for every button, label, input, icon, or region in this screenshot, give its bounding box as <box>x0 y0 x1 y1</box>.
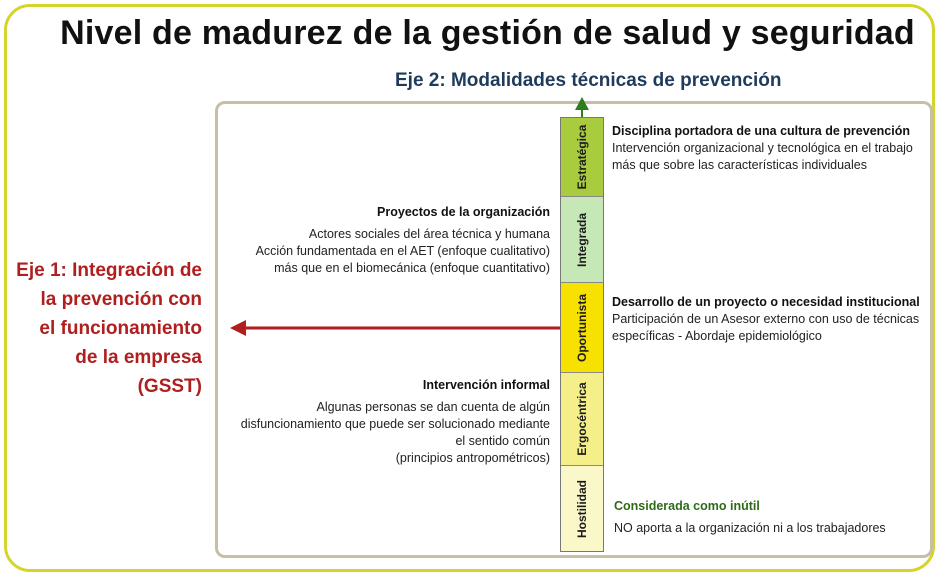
desc-title: Proyectos de la organización <box>377 205 550 219</box>
level-hostilidad <box>561 466 603 551</box>
desc-line: (principios antropométricos) <box>395 451 550 465</box>
axis1-line: (GSST) <box>137 376 202 397</box>
level-label: Estratégica <box>575 124 589 190</box>
desc-line: Intervención organizacional y tecnológica en el trabajo <box>612 141 913 155</box>
desc-proyectos <box>230 204 550 277</box>
page-title: Nivel de madurez de la gestión de salud y seguridad <box>60 14 915 52</box>
level-integrada <box>561 197 603 283</box>
desc-line: específicas - Abordaje epidemiológico <box>612 329 822 343</box>
desc-line: Participación de un Asesor externo con uso de técnicas <box>612 312 920 326</box>
axis2-label: Eje 2: Modalidades técnicas de prevención <box>395 70 782 91</box>
desc-line: NO aporta a la organización ni a los trabajadores <box>614 521 886 535</box>
level-ergocentrica <box>561 373 603 466</box>
axis1-line: de la empresa <box>75 347 202 368</box>
desc-line: más que en el biomecánica (enfoque cuantitativo) <box>274 261 550 275</box>
left-arrow-head <box>230 320 246 336</box>
maturity-levels <box>560 117 604 552</box>
level-oportunista <box>561 283 603 373</box>
level-label: Integrada <box>575 212 589 267</box>
desc-title: Considerada como inútil <box>614 499 760 513</box>
axis1-line: Eje 1: Integración de <box>16 260 202 281</box>
level-label: Oportunista <box>575 293 589 362</box>
desc-title: Intervención informal <box>422 378 550 392</box>
desc-title: Disciplina portadora de una cultura de prevención <box>612 124 910 138</box>
desc-line: Actores sociales del área técnica y humana <box>308 227 550 241</box>
desc-informal <box>230 377 550 467</box>
axis1-line: la prevención con <box>40 289 202 310</box>
desc-line: el sentido común <box>455 434 550 448</box>
desc-line: disfuncionamiento que puede ser solucionado mediante <box>240 417 550 431</box>
level-label: Ergocéntrica <box>575 382 589 456</box>
desc-oportunista <box>612 294 920 345</box>
desc-line: más que sobre las características individuales <box>612 158 867 172</box>
desc-hostilidad <box>614 498 886 537</box>
desc-estrategica <box>612 123 913 174</box>
level-estrategica <box>561 118 603 197</box>
desc-title: Desarrollo de un proyecto o necesidad institucional <box>612 295 920 309</box>
level-label: Hostilidad <box>575 479 589 538</box>
desc-line: Algunas personas se dan cuenta de algún <box>316 400 550 414</box>
desc-line: Acción fundamentada en el AET (enfoque cualitativo) <box>255 244 550 258</box>
axis1-line: el funcionamiento <box>39 318 202 339</box>
up-arrow-head <box>575 97 589 110</box>
